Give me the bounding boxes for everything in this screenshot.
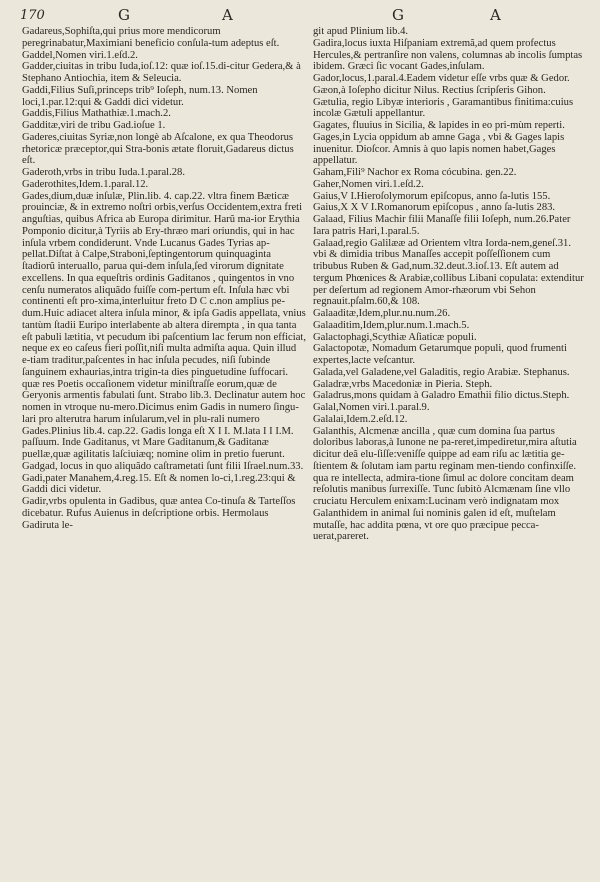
dictionary-entry: Galada,vel Galadene,vel Galaditis, regio Arabiæ. Stephanus. xyxy=(313,366,570,378)
dictionary-entry: Gaher,Nomen viri.1.eſd.2. xyxy=(313,178,424,190)
dictionary-entry: Gages,in Lycia oppidum ab amne Gaga , vbi & Gages lapis inuenitur. Dioſcor. Amnis à quo lapis nomen habet,Gages appellatur. xyxy=(313,131,565,167)
dictionary-entry: Gagates, fluuius in Sicilia, & lapides in eo pri-mùm reperti. xyxy=(313,120,565,131)
dictionary-entry: Galanthis, Alcmenæ ancilla , quæ cum domina ſua partus doloribus laboras,à Iunone ne pa-reret,impediretur,mira aſtutia dicitur deã elu-ſiſſe:veniſſe quippe ad eam riſu ac lætitia ge-ſtientem & ſolutam iam partu reginam men-tiendo confinxiſſe. qua re intellecta, admira-tione ſimul ac dolore concitam deam reſolutis manibus ſurrexiſſe. Tunc ſubitò Alcmænam ſine vllo cruciatu Herculem enixam:Lucinam verò indignatam mox Galanthidem in animal ſui nominis galen id eſt, muſtelam mutaſſe, hac addita pœna, vt ore quo præcipue pecca-uerat,pareret. xyxy=(313,425,577,543)
dictionary-entry: Gaderoth,vrbs in tribu Iuda.1.paral.28. xyxy=(22,167,185,178)
dictionary-entry: Gaham,Fili⁹ Nachor ex Roma cócubina. gen.22. xyxy=(313,167,517,178)
running-letter: G xyxy=(392,6,405,24)
dictionary-entry: Gaddi,Filius Suſi,princeps trib⁹ Ioſeph, num.13. Nomen loci,1.par.12:qui & Gaddi dici videtur. xyxy=(22,84,258,108)
dictionary-entry: Galaad,regio Galilææ ad Orientem vltra Iorda-nem,geneſ.31. vbi & dimidia tribus Manaſſes accepit poſſeſſionem cum tribubus Ruben & Gad,num.32.deut.3.ioſ.13. Eſt autem ad tergum Phœnices & Arabiæ,collibus Libani copulata: extenditur per deſertum ad regionem Amor-rhæorum vbi Sehon regnauit.pſalm.60,& 108. xyxy=(313,237,584,308)
running-letter: G xyxy=(118,6,131,24)
dictionary-entry: Galadræ,vrbs Macedoniæ in Pieria. Steph. xyxy=(313,378,493,390)
dictionary-entry: Gaius,X X V I.Romanorum epiſcopus , anno ſa-lutis 283. xyxy=(313,202,556,214)
dictionary-entry: Galaaditæ,Idem,plur.nu.num.26. xyxy=(313,308,451,319)
dictionary-entry: Galaad, Filius Machir filii Manaſſe filii Ioſeph, num.26.Pater Iara patris Hari,1.paral.5. xyxy=(313,214,571,237)
dictionary-entry: Gaddel,Nomen viri.1.eſd.2. xyxy=(22,49,138,61)
dictionary-entry: Gætulia, regio Libyæ interioris , Garamantibus finitima:cuius incolæ Gætuli appellantur. xyxy=(313,96,574,120)
dictionary-entry: Gæon,à Ioſepho dicitur Nilus. Rectius ſcripſeris Gihon. xyxy=(313,84,546,96)
dictionary-entry: Gadder,ciuitas in tribu Iuda,ioſ.12: quæ ioſ.15.di-citur Gedera,& à Stephano Antiochia, item & Seleucia. xyxy=(22,61,301,84)
dictionary-entry: Gador,locus,1.paral.4.Eadem videtur eſſe vrbs quæ & Gedor. xyxy=(313,73,570,84)
dictionary-entry: Gadi,pater Manahem,4.reg.15. Eſt & nomen lo-ci,1.reg.23:qui & Gaddi dici videtur. xyxy=(22,472,296,496)
dictionary-entry: Gadditæ,viri de tribu Gad.ioſue 1. xyxy=(22,120,166,131)
dictionary-entry: Galactopotæ, Nomadum Getarumque populi, quod frumenti expertes,lacte veſcantur. xyxy=(313,343,567,366)
dictionary-entry: Gadira,locus iuxta Hiſpaniam extremã,ad quem profectus Hercules,& pertranſire non valens, columnas ab incolis ſumptas ibidem. Græci ſic vocant Gades,inſulam. xyxy=(313,37,583,73)
dictionary-entry: Galal,Nomen viri.1.paral.9. xyxy=(313,402,430,413)
dictionary-entry: Gaderothites,Idem.1.paral.12. xyxy=(22,178,149,190)
left-column xyxy=(22,26,306,878)
dictionary-entry: Gades,dium,duæ inſulæ, Plin.lib. 4. cap.22. vltra finem Bæticæ prouinciæ, & in extremo noſtri orbis,verſus Occidentem,extra freti anguſtias, quibus Africa ab Europa dirimitur. Harũ ma-ior Erythia Pomponio dicitur,à Tyriis ab Ery-thræo mari oriundis, qui in hac inſula vrbem condiderunt. Vnde Lucanus Gades Tyrias ap-pellat.Diſtat à Calpe,Straboni,ſeptingentorum quinquaginta ſtadiorũ interuallo, parua qui-dem inſula,ſed virorum dignitate excellens. In qua equeſtris ordinis Gaditanos , quingentos in vno cenſu numeratos aliquãdo fuiſſe com-pertum eſt. Inſula hæc vbi continenti eſt pro-xima,interluitur freto D C c.non amplius pe-dum.Huic adiacet altera inſula minor, & ipſa Gadis appellata, vnius tantùm ſtadii Euripo interlabente ab altera dirempta , in qua tanta eſt pabuli lætitia, vt pecudum ibi paſcentium lac ferum non efficiat, neque ex eo caſeus fieri poſſit,niſi multa admiſta aqua. Quin illud e-tiam traditur,paſcentes in hac inſula pecudes, niſi ſubinde ſanguinem exhaurias,intra trigin-ta dies pinguetudine ſuffocari. quæ res Poetis occaſionem videtur miniſtraſſe eorum,quæ de Geryonis armentis fabulati ſunt. Strabo lib.3. Declinatur autem hoc nomen in vtroque nu-mero.Dicimus enim Gadis in numero ſingu-lari pro alterutra harum inſularum,vel in plu-rali numero Gades.Plinius lib.4. cap.22. Gadis longa eſt X I I. M.lata I I I.M. paſſuum. Inde Gaditanus, vt Mare Gaditanum,& Gaditanæ puellæ,quæ agilitatis laſciuiæq; nomine olim in pretio fuerunt. xyxy=(22,190,306,460)
dictionary-entry: Gadgad, locus in quo aliquãdo caſtrametati ſunt filii Iſrael.num.33. xyxy=(22,460,304,472)
dictionary-entry: Galactophagi,Scythiæ Aſiaticæ populi. xyxy=(313,331,477,343)
dictionary-entry: Gadareus,Sophiſta,qui prius more mendicorum peregrinabatur,Maximiani beneficio conſula-tum adeptus eſt. xyxy=(22,26,280,49)
page-number: 170 xyxy=(20,8,45,23)
dictionary-entry: Galalai,Idem.2.eſd.12. xyxy=(313,413,408,425)
page-header xyxy=(0,0,600,28)
dictionary-entry: Gaius,V I.Hieroſolymorum epiſcopus, anno ſa-lutis 155. xyxy=(313,190,551,202)
running-letter: A xyxy=(222,6,234,24)
running-letter: A xyxy=(490,6,502,24)
dictionary-entry: Gaderes,ciuitas Syriæ,non longè ab Aſcalone, ex qua Theodorus rhetoricæ præceptor,qui Stra-bonis ætate floruit,Gadareus dictus eſt. xyxy=(22,131,294,167)
dictionary-entry: Galaaditim,Idem,plur.num.1.mach.5. xyxy=(313,319,470,331)
dictionary-entry: git apud Plinium lib.4. xyxy=(313,26,409,37)
dictionary-entry: Gaddis,Filius Mathathiæ.1.mach.2. xyxy=(22,108,171,120)
right-column xyxy=(313,26,587,878)
dictionary-entry: Galadrus,mons quidam à Galadro Emathii filio dictus.Steph. xyxy=(313,390,570,402)
dictionary-entry: Gadir,vrbs opulenta in Gadibus, quæ antea Co-tinuſa & Tarteſſos dicebatur. Rufus Auienus in deſcriptione orbis. Hermolaus Gadiruta le- xyxy=(22,496,296,531)
